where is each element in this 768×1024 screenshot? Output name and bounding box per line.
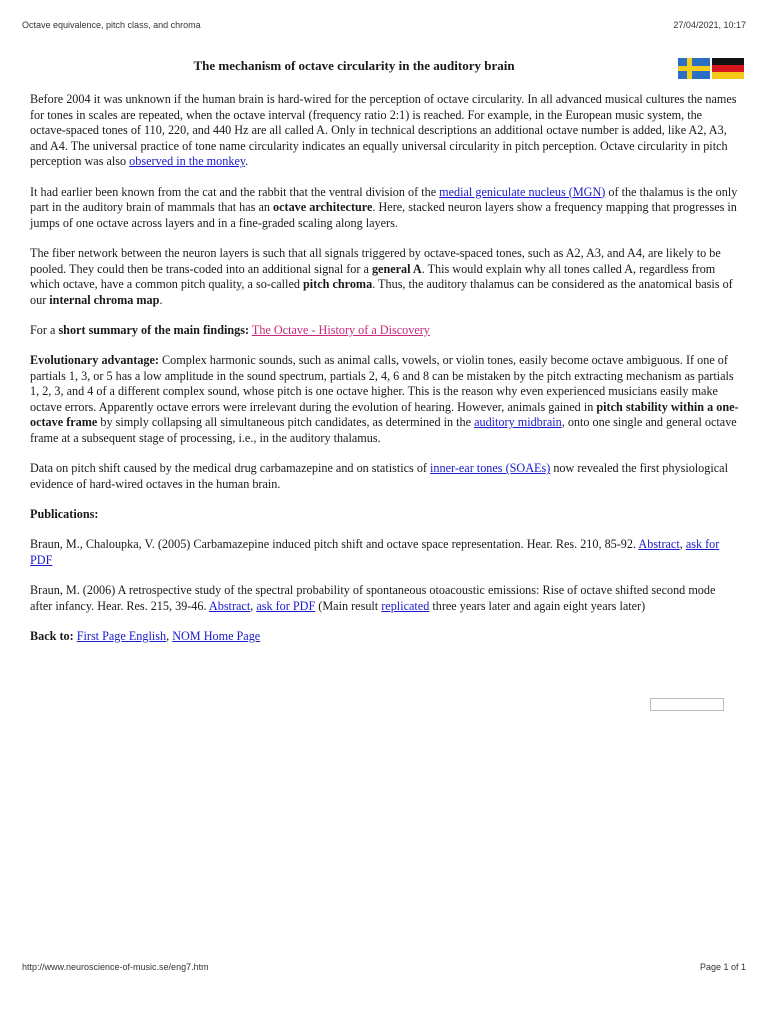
paragraph-evolution: Evolutionary advantage: Complex harmonic sounds, such as animal calls, vowels, or violin tones, easily become octave ambiguous. If one of partials 1, 3, or 5 has a low amplitude in the sound spectrum, partials 2, 4, 6 and 8 can be mistaken by the pitch extracting mechanism as partials 1, 2, 3, and 4 of a different complex sound, whose pitch is one octave higher. This is the reason why even experienced musicians easily make octave errors. Apparently octave errors were irrelevant during the evolution of hearing. However, animals gained in pitch stability within a one-octave frame by simply collapsing all simultaneous pitch candidates, as determined in the auditory midbrain, onto one single and general octave frame at a subsequent stage of processing, i.e., in the auditory thalamus.: [30, 353, 739, 446]
pub1-abstract-link[interactable]: Abstract: [638, 537, 680, 552]
publication-2: Braun, M. (2006) A retrospective study of the spectral probability of spontaneous otoacoustic emissions: Rise of octave shifted second mode after infancy. Hear. Res. 215, 39-46. Abstract, ask for PDF (Main result replicated three years later and again eight years later): [30, 583, 716, 613]
print-footer: [22, 962, 746, 972]
pub2-abstract-link[interactable]: Abstract: [208, 598, 251, 613]
observed-in-monkey-link[interactable]: observed in the monkey: [129, 154, 246, 169]
back-navigation: Back to: First Page English, NOM Home Page: [30, 628, 261, 643]
pub2-pdf-link[interactable]: ask for PDF: [256, 598, 316, 613]
print-footer-url: http://www.neuroscience-of-music.se/eng7.htm: [22, 962, 209, 972]
language-flags: [678, 58, 744, 79]
print-header-title: Octave equivalence, pitch class, and chroma: [22, 20, 201, 30]
paragraph-summary: For a short summary of the main findings: The Octave - History of a Discovery: [30, 322, 430, 337]
paragraph-mgn: It had earlier been known from the cat and the rabbit that the ventral division of the medial geniculate nucleus (MGN) of the thalamus is the only part in the auditory brain of mammals that has an octave architecture. Here, stacked neuron layers show a frequency mapping that progresses in jumps of one octave across layers and in a fine-graded scaling along layers.: [30, 184, 738, 230]
replicated-link[interactable]: replicated: [381, 598, 430, 613]
octave-history-link[interactable]: The Octave - History of a Discovery: [251, 322, 430, 337]
empty-input-box[interactable]: [650, 698, 724, 711]
print-footer-page-number: Page 1 of 1: [699, 962, 746, 972]
print-header-datetime: 27/04/2021, 10:17: [673, 20, 746, 30]
german-flag-icon[interactable]: [712, 58, 744, 79]
paragraph-evidence: Data on pitch shift caused by the medical drug carbamazepine and on statistics of inner-ear tones (SOAEs) now revealed the first physiological evidence of hard-wired octaves in the human brain.: [30, 461, 728, 491]
paragraph-intro: Before 2004 it was unknown if the human brain is hard-wired for the perception of octave circularity. In all advanced musical cultures the names for tones in scales are repeated, when the octave interval (frequency ratio 2:1) is reached. For example, in the European music system, the octave-spaced tones of 110, 220, and 440 Hz are all called A. Only in technical descriptions an additional octave number is added, like A2, A3, and A4. The universal practice of tone name circularity indicates an equally universal circularity in pitch perception. Octave circularity in pitch perception was also observed in the monkey.: [30, 92, 737, 169]
publications-heading: Publications:: [30, 507, 99, 522]
inner-ear-tones-link[interactable]: inner-ear tones (SOAEs): [430, 461, 551, 476]
paragraph-fiber-network: The fiber network between the neuron layers is such that all signals triggered by octave-spaced tones, such as A2, A3, and A4, are likely to be pooled. They could then be trans-coded into an additional signal for a general A. This would explain why all tones called A, regardless from which octave, have a common pitch quality, a so-called pitch chroma. Thus, the auditory thalamus can be considered as the anatomical basis of our internal chroma map.: [30, 245, 733, 307]
first-page-english-link[interactable]: First Page English: [76, 628, 167, 643]
auditory-midbrain-link[interactable]: auditory midbrain: [474, 415, 562, 430]
pub1-pdf-link[interactable]: ask for PDF: [30, 537, 720, 567]
mgn-link[interactable]: medial geniculate nucleus (MGN): [439, 184, 606, 199]
print-header: [22, 20, 746, 30]
publication-1: Braun, M., Chaloupka, V. (2005) Carbamazepine induced pitch shift and octave space representation. Hear. Res. 210, 85-92. Abstract, ask for PDF: [30, 537, 720, 567]
article-body: [30, 92, 740, 659]
page-title: The mechanism of octave circularity in the auditory brain: [193, 58, 515, 73]
swedish-flag-icon[interactable]: [678, 58, 710, 79]
nom-home-page-link[interactable]: NOM Home Page: [172, 628, 261, 643]
